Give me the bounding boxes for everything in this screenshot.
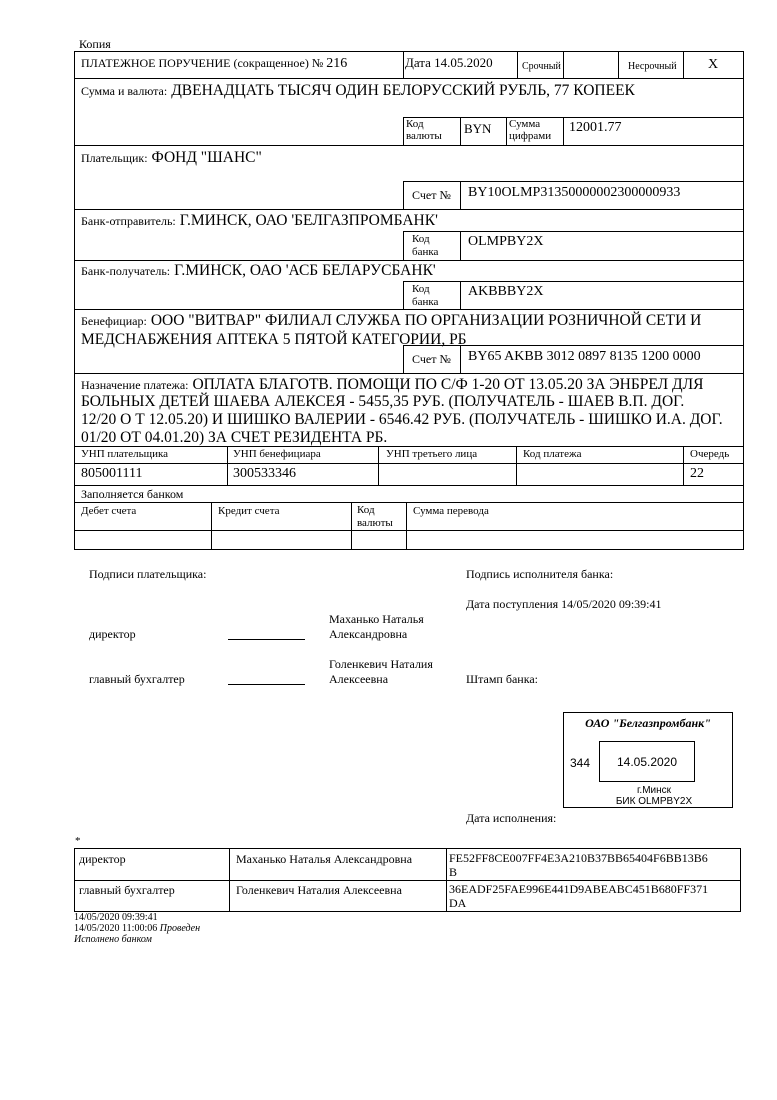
receiver-bank-code-label: Код банка [412, 283, 439, 308]
payer-account-label: Счет № [412, 188, 451, 202]
bank-signature-label: Подпись исполнителя банка: [466, 567, 614, 581]
currency-code-label: Код валюты [406, 118, 442, 142]
accountant-label: главный бухгалтер [89, 672, 185, 686]
stamp-bic: БИК OLMPBY2X [615, 796, 693, 807]
nonurgent-mark: X [708, 57, 719, 72]
director-name: Маханько Наталья Александровна [329, 612, 424, 641]
unp-beneficiary-value: 300533346 [233, 466, 296, 481]
amount-words: Сумма и валюта: ДВЕНАДЦАТЬ ТЫСЯЧ ОДИН БЕЛОРУССКИЙ РУБЛЬ, 77 КОПЕЕК [81, 82, 635, 99]
ecp-row-2-name: Голенкевич Наталия Алексеевна [236, 883, 402, 897]
queue-value: 22 [690, 466, 704, 481]
accountant-name: Голенкевич Наталия Алексеевна [329, 657, 433, 686]
stamp-bank-name: ОАО "Белгазпромбанк" [585, 716, 711, 730]
sum-digits-label: Сумма цифрами [509, 118, 552, 142]
execution-date-label: Дата исполнения: [466, 811, 557, 825]
stamp-number: 344 [570, 756, 591, 770]
nonurgent-label: Несрочный [628, 61, 677, 72]
stamp-label: Штамп банка: [466, 672, 538, 686]
purpose-line4: 01/20 ОТ 04.01.20) ЗА СЧЕТ РЕЗИДЕНТА РБ. [81, 429, 388, 446]
ecp-row-2-role: главный бухгалтер [79, 883, 175, 897]
bank-fill-label: Заполняется банком [81, 487, 184, 501]
payer-signatures-label: Подписи плательщика: [89, 567, 207, 581]
document-title: ПЛАТЕЖНОЕ ПОРУЧЕНИЕ (сокращенное) № 216 [81, 56, 348, 71]
beneficiary-account-label: Счет № [412, 352, 451, 366]
unp-beneficiary-label: УНП бенефициара [233, 448, 321, 460]
accountant-signature-line [228, 684, 305, 685]
unp-payer-value: 805001111 [81, 466, 143, 481]
stamp-date: 14.05.2020 [616, 755, 678, 769]
ecp-row-1-hash: FE52FF8CE007FF4E3A210B37BB65404F6BB13B6 B [449, 851, 708, 879]
footer-log [74, 912, 200, 945]
ecp-row-2-hash: 36EADF25FAE996E441D9ABEABC451B680FF371 DA [449, 882, 709, 910]
payer-account: BY10OLMP31350000002300000933 [468, 185, 681, 200]
debit-label: Дебет счета [81, 505, 137, 517]
document-number: 216 [326, 56, 348, 71]
ecp-row-1-role: директор [79, 852, 126, 866]
beneficiary-account: BY65 AKBB 3012 0897 8135 1200 0000 [468, 349, 701, 364]
ecp-row-1-name: Маханько Наталья Александровна [236, 852, 413, 866]
bank-fill-currency-label: Код валюты [357, 504, 393, 529]
director-label: директор [89, 627, 136, 641]
sender-bank-code-label: Код банка [412, 233, 439, 258]
payment-purpose: Назначение платежа: ОПЛАТА БЛАГОТВ. ПОМОЩИ ПО С/Ф 1-20 ОТ 13.05.20 ЗА ЭНБРЕЛ ДЛЯ [81, 376, 704, 393]
sender-bank: Банк-отправитель: Г.МИНСК, ОАО 'БЕЛГАЗПРОМБАНК' [81, 212, 438, 229]
unp-third-label: УНП третьего лица [386, 448, 478, 460]
footer-line3: Исполнено банком [74, 934, 152, 945]
sum-digits: 12001.77 [569, 120, 622, 135]
footer-line1: 14/05/2020 09:39:41 [74, 912, 158, 923]
beneficiary: Бенефициар: ООО "ВИТВАР" ФИЛИАЛ СЛУЖБА ПО ОРГАНИЗАЦИИ РОЗНИЧНОЙ СЕТИ И [81, 312, 702, 329]
transfer-sum-label: Сумма перевода [413, 505, 489, 517]
beneficiary-name-line2: МЕДСНАБЖЕНИЯ АПТЕКА 5 ПЯТОЙ КАТЕГОРИИ, РБ [81, 331, 467, 348]
currency-code: BYN [464, 121, 492, 136]
queue-label: Очередь [690, 448, 730, 460]
sender-bank-code: OLMPBY2X [468, 234, 544, 249]
stamp-city: г.Минск [636, 785, 672, 796]
payment-code-label: Код платежа [523, 448, 582, 460]
payer: Плательщик: ФОНД "ШАНС" [81, 149, 262, 166]
receiver-bank-code: AKBBBY2X [468, 284, 544, 299]
urgent-label: Срочный [522, 61, 561, 72]
receipt-date: Дата поступления 14/05/2020 09:39:41 [466, 597, 662, 611]
purpose-line3: 12/20 О Т 12.05.20) И ШИШКО ВАЛЕРИИ - 6546.42 РУБ. (ПОЛУЧАТЕЛЬ - ШИШКО И.А. ДОГ. [81, 411, 723, 428]
copy-label: Копия [79, 37, 111, 51]
unp-payer-label: УНП плательщика [81, 448, 169, 460]
asterisk: * [75, 835, 81, 847]
receiver-bank: Банк-получатель: Г.МИНСК, ОАО 'АСБ БЕЛАРУСБАНК' [81, 262, 436, 279]
director-signature-line [228, 639, 305, 640]
footer-line2: 14/05/2020 11:00:06 Проведен [74, 923, 201, 934]
credit-label: Кредит счета [218, 505, 280, 517]
purpose-line2: БОЛЬНЫХ ДЕТЕЙ ШАЕВА АЛЕКСЕЯ - 5455,35 РУБ. (ПОЛУЧАТЕЛЬ - ШАЕВ В.П. ДОГ. [81, 393, 685, 410]
document-date: Дата 14.05.2020 [405, 55, 493, 70]
